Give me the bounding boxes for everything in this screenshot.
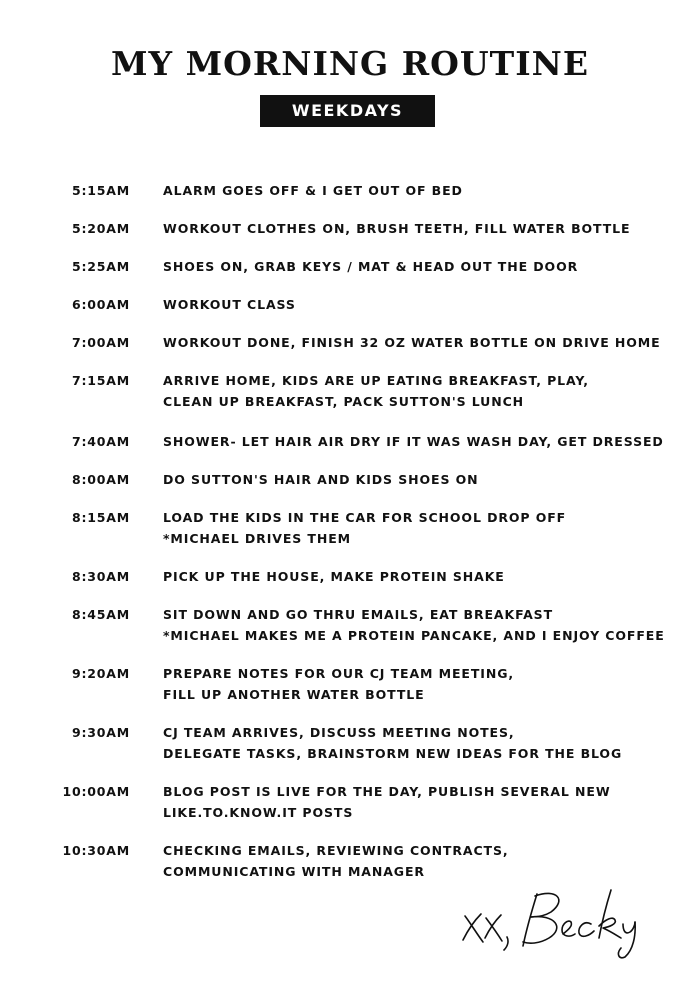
schedule-task <box>163 840 683 882</box>
task-line: CJ TEAM ARRIVES, DISCUSS MEETING NOTES, <box>163 725 515 740</box>
schedule-time: 8:45AM <box>71 607 130 622</box>
task-line: *MICHAEL MAKES ME A PROTEIN PANCAKE, AND I ENJOY COFFEE <box>163 628 665 643</box>
schedule-time: 5:25AM <box>71 259 130 274</box>
schedule-time: 9:30AM <box>71 725 130 740</box>
task-line: SHOWER- LET HAIR AIR DRY IF IT WAS WASH DAY, GET DRESSED <box>163 434 664 449</box>
schedule-time: 8:00AM <box>71 472 130 487</box>
schedule-time: 7:15AM <box>71 373 130 388</box>
task-line: FILL UP ANOTHER WATER BOTTLE <box>163 687 425 702</box>
schedule-task <box>163 431 683 452</box>
task-line: WORKOUT CLOTHES ON, BRUSH TEETH, FILL WATER BOTTLE <box>163 221 631 236</box>
schedule-time: 6:00AM <box>71 297 130 312</box>
weekdays-badge: WEEKDAYS <box>260 95 435 127</box>
task-line: PREPARE NOTES FOR OUR CJ TEAM MEETING, <box>163 666 515 681</box>
task-line: LIKE.TO.KNOW.IT POSTS <box>163 805 354 820</box>
schedule-task <box>163 180 683 201</box>
schedule-task <box>163 507 683 549</box>
schedule-task <box>163 294 683 315</box>
schedule-task <box>163 218 683 239</box>
task-line: WORKOUT DONE, FINISH 32 OZ WATER BOTTLE ON DRIVE HOME <box>163 335 661 350</box>
schedule-time: 5:15AM <box>71 183 130 198</box>
task-line: DELEGATE TASKS, BRAINSTORM NEW IDEAS FOR THE BLOG <box>163 746 623 761</box>
task-line: SHOES ON, GRAB KEYS / MAT & HEAD OUT THE DOOR <box>163 259 579 274</box>
page-title: MY MORNING ROUTINE <box>111 44 589 83</box>
task-line: DO SUTTON'S HAIR AND KIDS SHOES ON <box>163 472 479 487</box>
task-line: ALARM GOES OFF & I GET OUT OF BED <box>163 183 463 198</box>
schedule-time: 10:30AM <box>62 843 130 858</box>
schedule-task <box>163 663 683 705</box>
task-line: COMMUNICATING WITH MANAGER <box>163 864 425 879</box>
schedule-task <box>163 566 683 587</box>
schedule-task <box>163 332 683 353</box>
schedule-task <box>163 722 683 764</box>
schedule-time: 8:30AM <box>71 569 130 584</box>
schedule-time: 8:15AM <box>71 510 130 525</box>
task-line: CLEAN UP BREAKFAST, PACK SUTTON'S LUNCH <box>163 394 525 409</box>
schedule-time: 10:00AM <box>62 784 130 799</box>
signature-image <box>455 880 645 960</box>
task-line: ARRIVE HOME, KIDS ARE UP EATING BREAKFAST, PLAY, <box>163 373 589 388</box>
task-line: *MICHAEL DRIVES THEM <box>163 531 351 546</box>
schedule-time: 7:00AM <box>71 335 130 350</box>
task-line: SIT DOWN AND GO THRU EMAILS, EAT BREAKFAST <box>163 607 554 622</box>
schedule-time: 5:20AM <box>71 221 130 236</box>
schedule-task <box>163 781 683 823</box>
schedule-time: 9:20AM <box>71 666 130 681</box>
schedule-task <box>163 370 683 412</box>
task-line: CHECKING EMAILS, REVIEWING CONTRACTS, <box>163 843 509 858</box>
schedule-task <box>163 256 683 277</box>
schedule-task <box>163 604 683 646</box>
task-line: BLOG POST IS LIVE FOR THE DAY, PUBLISH SEVERAL NEW <box>163 784 611 799</box>
schedule-time: 7:40AM <box>71 434 130 449</box>
task-line: LOAD THE KIDS IN THE CAR FOR SCHOOL DROP OFF <box>163 510 567 525</box>
schedule-task <box>163 469 683 490</box>
task-line: WORKOUT CLASS <box>163 297 296 312</box>
task-line: PICK UP THE HOUSE, MAKE PROTEIN SHAKE <box>163 569 505 584</box>
